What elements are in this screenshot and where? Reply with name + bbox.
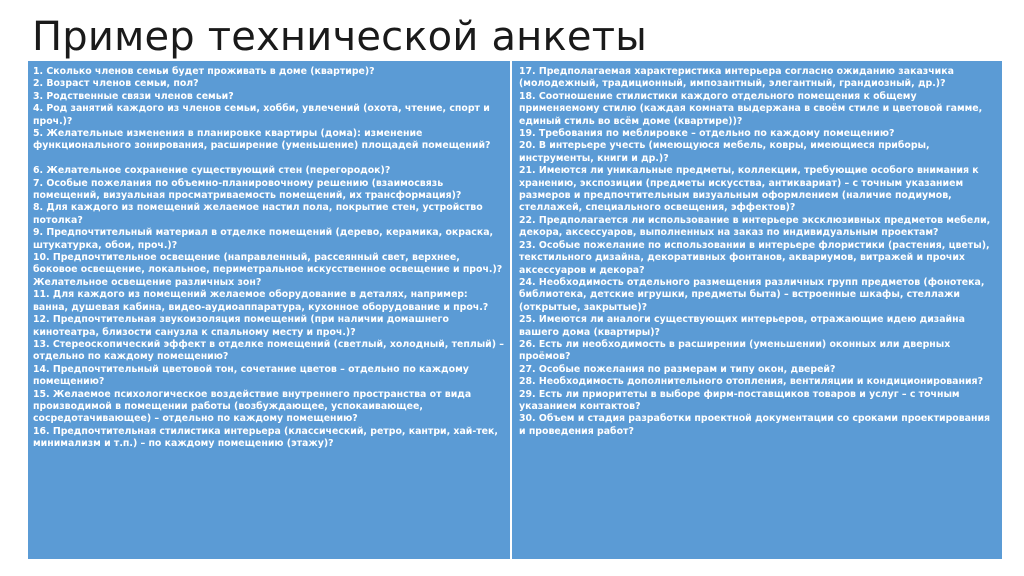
questionnaire-left-cell (28, 61, 512, 559)
question-item: 9. Предпочтительный материал в отделке помещений (дерево, керамика, окраска, штукатурка, обои, проч.)? (33, 227, 494, 251)
question-item: 24. Необходимость отдельного размещения различных групп предметов (фонотека, библиотека, детские игрушки, предметы быта) – встроенные шкафы, стеллажи (открытые, закрытые)? (519, 276, 985, 313)
question-item: 4. Род занятий каждого из членов семьи, хобби, увлечений (охота, чтение, спорт и проч.)? (33, 103, 490, 127)
question-item: 17. Предполагаемая характеристика интерьера согласно ожиданию заказчика (молодежный, традиционный, импозантный, элегантный, грандиозный, др.)? (519, 66, 954, 90)
question-item: 22. Предполагается ли использование в интерьере эксклюзивных предметов мебели, декора, аксессуаров, выполненных на заказ по индивидуальным проектам? (519, 214, 991, 239)
question-item: 21. Имеются ли уникальные предметы, коллекции, требующие особого внимания к хранению, экспозиции (предметы искусства, антиквариат) – с точным указанием размеров и предпочтительным визуальным оформлением (наличие подиумов, стеллажей, специального освещения, эффектов)? (519, 165, 979, 214)
question-item: 8. Для каждого из помещений желаемое настил пола, покрытие стен, устройство потолка? (33, 202, 483, 226)
question-item: 12. Предпочтительная звукоизоляция помещений (при наличии домашнего кинотеатра, близости санузла к спальному месту и проч.)? (33, 314, 449, 338)
question-item: 14. Предпочтительный цветовой тон, сочетание цветов – отдельно по каждому помещению? (33, 363, 469, 388)
question-item: 26. Есть ли необходимость в расширении (уменьшении) оконных или дверных проёмов? (519, 338, 951, 363)
question-item: 25. Имеются ли аналоги существующих интерьеров, отражающие идею дизайна вашего дома (квартиры)? (519, 314, 965, 338)
question-item: 13. Стереоскопический эффект в отделке помещений (светлый, холодный, теплый) – отдельно по каждому помещению? (33, 338, 504, 363)
question-item: 1. Сколько членов семьи будет проживать в доме (квартире)? (33, 66, 375, 77)
slide-title: Пример технической анкеты (32, 14, 647, 60)
question-item: 29. Есть ли приоритеты в выборе фирм-поставщиков товаров и услуг – с точным указанием контактов? (519, 388, 960, 412)
questionnaire-table (28, 61, 1002, 559)
question-item: 3. Родственные связи членов семьи? (33, 90, 234, 102)
questionnaire-right-cell (512, 61, 1002, 559)
question-item: 30. Объем и стадия разработки проектной документации со сроками проектирования и проведения работ? (519, 413, 991, 437)
question-item: 28. Необходимость дополнительного отопления, вентиляции и кондиционирования? (519, 376, 984, 388)
question-item: 27. Особые пожелания по размерам и типу окон, дверей? (519, 363, 836, 375)
question-item: 18. Соотношение стилистики каждого отдельного помещения к общему применяемому стилю (каждая комната выдержана в своём стиле и цветовой гамме, единый стиль во всём доме (квартире))? (519, 90, 983, 127)
question-item: 15. Желаемое психологическое воздействие внутреннего пространства от вида производимой в помещении работы (возбуждающее, успокаивающее, сосредотачивающее) – отдельно по каждому помещению? (33, 388, 472, 425)
question-item: 10. Предпочтительное освещение (направленный, рассеянный свет, верхнее, боковое освещение, локальное, периметральное искусственное освещение и проч.)? Желательное освещение различных зон? (33, 252, 503, 288)
question-item: 23. Особые пожелание по использовании в интерьере флористики (растения, цветы), текстильного дизайна, декоративных фонтанов, аквариумов, витражей и прочих аксессуаров и декора? (519, 239, 990, 276)
question-item: 5. Желательные изменения в планировке квартиры (дома): изменение функционального зонирования, расширение (уменьшение) площадей помещений? (33, 128, 491, 152)
question-item: 6. Желательное сохранение существующий стен (перегородок)? (33, 165, 391, 177)
question-item: 7. Особые пожелания по объемно-планировочному решению (взаимосвязь помещений, визуальная просматриваемость помещений, их трансформация)? (33, 177, 462, 202)
question-item: 2. Возраст членов семьи, пол? (33, 78, 199, 90)
question-item: 16. Предпочтительная стилистика интерьера (классический, ретро, кантри, хай-тек, минимализм и т.п.) – по каждому помещению (этажу)? (33, 425, 498, 450)
question-item: 19. Требования по меблировке – отдельно по каждому помещению? (519, 128, 895, 140)
question-item: 11. Для каждого из помещений желаемое оборудование в деталях, например: ванна, душевая кабина, видео-аудиоаппаратура, кухонное оборудование и проч.? (33, 289, 489, 313)
question-item: 20. В интерьере учесть (имеющуюся мебель, ковры, имеющиеся приборы, инструменты, книги и др.)? (519, 140, 930, 164)
